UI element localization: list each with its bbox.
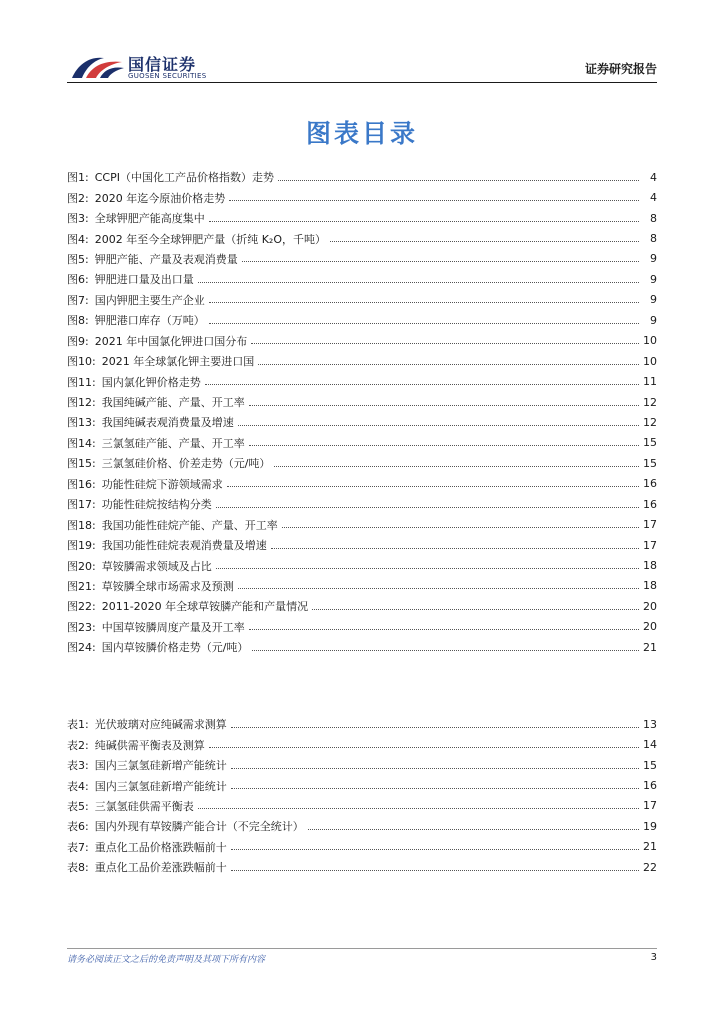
entry-title: 草铵膦需求领域及占比 [101, 559, 212, 573]
table-list [67, 714, 657, 878]
dot-leader [308, 829, 639, 830]
entry-label: 表1: [67, 718, 89, 732]
entry-title: 国内钾肥主要生产企业 [94, 293, 205, 307]
entry-label: 图14: [67, 436, 96, 450]
dot-leader [249, 405, 639, 406]
entry-label: 图18: [67, 518, 96, 532]
entry-title: 钾肥产能、产量及表观消费量 [94, 252, 238, 266]
entry-label: 图22: [67, 600, 96, 614]
dot-leader [282, 527, 639, 528]
entry-title: CCPI（中国化工产品价格指数）走势 [94, 171, 274, 185]
dot-leader [258, 364, 639, 365]
figure-list [67, 167, 657, 658]
entry-title: 国内三氯氢硅新增产能统计 [94, 759, 227, 773]
figure-entry[interactable] [67, 494, 657, 514]
entry-title: 功能性硅烷下游领域需求 [101, 477, 223, 491]
figure-entry[interactable] [67, 167, 657, 187]
entry-title: 重点化工品价差涨跌幅前十 [94, 861, 227, 875]
entry-label: 图7: [67, 293, 89, 307]
dot-leader [205, 384, 639, 385]
guosen-logo [70, 50, 220, 86]
figure-entry[interactable] [67, 514, 657, 534]
report-type-label: 证券研究报告 [584, 62, 657, 76]
dot-leader [252, 650, 639, 651]
entry-label: 图17: [67, 498, 96, 512]
page-header [0, 0, 724, 90]
entry-label: 图23: [67, 620, 96, 634]
entry-title: 三氯氢硅供需平衡表 [94, 799, 194, 813]
dot-leader [231, 788, 639, 789]
entry-page: 14 [643, 738, 657, 752]
entry-page: 18 [643, 579, 657, 593]
dot-leader [330, 241, 639, 242]
entry-label: 表7: [67, 840, 89, 854]
dot-leader [209, 221, 639, 222]
entry-page: 21 [643, 640, 657, 654]
figure-entry[interactable] [67, 392, 657, 412]
dot-leader [209, 747, 639, 748]
table-entry[interactable] [67, 796, 657, 816]
figure-entry[interactable] [67, 269, 657, 289]
entry-title: 功能性硅烷按结构分类 [101, 498, 212, 512]
logo-chinese-name: 国信证券 [128, 55, 197, 74]
dot-leader [209, 302, 639, 303]
dot-leader [216, 568, 639, 569]
entry-label: 图8: [67, 314, 89, 328]
entry-title: 2020 年迄今原油价格走势 [94, 191, 226, 205]
entry-title: 三氯氢硅产能、产量、开工率 [101, 436, 245, 450]
figure-entry[interactable] [67, 371, 657, 391]
figure-entry[interactable] [67, 535, 657, 555]
dot-leader [198, 808, 639, 809]
entry-label: 图11: [67, 375, 96, 389]
entry-page: 9 [650, 313, 657, 327]
figure-entry[interactable] [67, 249, 657, 269]
entry-title: 国内外现有草铵膦产能合计（不完全统计） [94, 820, 304, 834]
figure-entry[interactable] [67, 453, 657, 473]
entry-page: 17 [643, 538, 657, 552]
entry-title: 国内草铵膦价格走势（元/吨） [101, 641, 249, 655]
entry-page: 4 [650, 170, 657, 184]
entry-page: 21 [643, 840, 657, 854]
entry-title: 钾肥进口量及出口量 [94, 273, 194, 287]
entry-title: 国内氯化钾价格走势 [101, 375, 201, 389]
dot-leader [209, 323, 639, 324]
dot-leader [274, 466, 639, 467]
dot-leader [249, 629, 639, 630]
entry-title: 2011-2020 年全球草铵膦产能和产量情况 [101, 600, 309, 614]
entry-label: 表4: [67, 779, 89, 793]
entry-title: 我国纯碱表观消费量及增速 [101, 416, 234, 430]
entry-page: 11 [643, 375, 657, 389]
page-number: 3 [650, 952, 657, 963]
table-entry[interactable] [67, 734, 657, 754]
entry-page: 20 [643, 599, 657, 613]
logo-english-name: GUOSEN SECURITIES [128, 72, 207, 80]
entry-page: 20 [643, 620, 657, 634]
entry-label: 图19: [67, 539, 96, 553]
figure-entry[interactable] [67, 290, 657, 310]
entry-title: 国内三氯氢硅新增产能统计 [94, 779, 227, 793]
entry-label: 图6: [67, 273, 89, 287]
figure-entry[interactable] [67, 555, 657, 575]
entry-page: 15 [643, 436, 657, 450]
entry-page: 15 [643, 456, 657, 470]
figure-entry[interactable] [67, 208, 657, 228]
entry-page: 12 [643, 415, 657, 429]
table-entry[interactable] [67, 755, 657, 775]
entry-page: 9 [650, 272, 657, 286]
figure-entry[interactable] [67, 228, 657, 248]
dot-leader [312, 609, 639, 610]
entry-page: 17 [643, 799, 657, 813]
figure-entry[interactable] [67, 617, 657, 637]
page-title: 图表目录 [305, 119, 418, 148]
dot-leader [278, 180, 639, 181]
entry-label: 图4: [67, 232, 89, 246]
entry-label: 图15: [67, 457, 96, 471]
entry-label: 表8: [67, 861, 89, 875]
table-entry[interactable] [67, 837, 657, 857]
dot-leader [231, 768, 639, 769]
entry-title: 我国纯碱产能、产量、开工率 [101, 396, 245, 410]
dot-leader [231, 727, 639, 728]
figure-entry[interactable] [67, 576, 657, 596]
figure-entry[interactable] [67, 433, 657, 453]
table-entry[interactable] [67, 714, 657, 734]
entry-page: 9 [650, 252, 657, 266]
entry-label: 表3: [67, 759, 89, 773]
entry-label: 图3: [67, 212, 89, 226]
footer-disclaimer: 请务必阅读正文之后的免责声明及其项下所有内容 [67, 955, 266, 965]
entry-page: 4 [650, 191, 657, 205]
figure-entry[interactable] [67, 637, 657, 657]
dot-leader [216, 507, 639, 508]
entry-label: 图2: [67, 191, 89, 205]
table-entry[interactable] [67, 816, 657, 836]
entry-label: 表5: [67, 799, 89, 813]
entry-page: 17 [643, 518, 657, 532]
entry-label: 表6: [67, 820, 89, 834]
table-entry[interactable] [67, 857, 657, 877]
dot-leader [238, 588, 639, 589]
dot-leader [231, 870, 639, 871]
entry-title: 2021 年全球氯化钾主要进口国 [101, 355, 255, 369]
entry-page: 15 [643, 758, 657, 772]
entry-label: 图20: [67, 559, 96, 573]
entry-label: 图16: [67, 477, 96, 491]
entry-label: 图5: [67, 252, 89, 266]
entry-page: 10 [643, 354, 657, 368]
entry-title: 全球钾肥产能高度集中 [94, 212, 205, 226]
entry-page: 10 [643, 334, 657, 348]
entry-label: 图1: [67, 171, 89, 185]
entry-label: 图9: [67, 334, 89, 348]
figure-entry[interactable] [67, 412, 657, 432]
entry-title: 中国草铵膦周度产量及开工率 [101, 620, 245, 634]
entry-title: 2021 年中国氯化钾进口国分布 [94, 334, 248, 348]
figure-entry[interactable] [67, 596, 657, 616]
header-divider [67, 82, 657, 83]
entry-title: 三氯氢硅价格、价差走势（元/吨） [101, 457, 271, 471]
guosen-logo-icon [70, 50, 126, 82]
entry-title: 草铵膦全球市场需求及预测 [101, 579, 234, 593]
entry-page: 22 [643, 860, 657, 874]
dot-leader [227, 486, 639, 487]
entry-label: 图12: [67, 396, 96, 410]
entry-label: 图21: [67, 579, 96, 593]
dot-leader [231, 849, 639, 850]
figure-entry[interactable] [67, 331, 657, 351]
entry-page: 13 [643, 717, 657, 731]
entry-title: 光伏玻璃对应纯碱需求测算 [94, 718, 227, 732]
dot-leader [251, 343, 639, 344]
entry-page: 16 [643, 779, 657, 793]
dot-leader [271, 548, 639, 549]
entry-page: 18 [643, 559, 657, 573]
figure-entry[interactable] [67, 351, 657, 371]
entry-label: 图13: [67, 416, 96, 430]
figure-entry[interactable] [67, 310, 657, 330]
entry-title: 2002 年至今全球钾肥产量（折纯 K₂O，千吨） [94, 232, 326, 246]
figure-entry[interactable] [67, 187, 657, 207]
entry-label: 图10: [67, 355, 96, 369]
entry-page: 9 [650, 293, 657, 307]
entry-page: 16 [643, 477, 657, 491]
entry-title: 重点化工品价格涨跌幅前十 [94, 840, 227, 854]
entry-page: 8 [650, 211, 657, 225]
dot-leader [198, 282, 639, 283]
dot-leader [229, 200, 639, 201]
entry-page: 8 [650, 232, 657, 246]
footer-divider [67, 948, 657, 949]
figure-entry[interactable] [67, 474, 657, 494]
dot-leader [249, 445, 639, 446]
entry-title: 我国功能性硅烷表观消费量及增速 [101, 539, 267, 553]
table-entry[interactable] [67, 775, 657, 795]
entry-label: 图24: [67, 641, 96, 655]
dot-leader [238, 425, 639, 426]
entry-title: 我国功能性硅烷产能、产量、开工率 [101, 518, 278, 532]
entry-title: 纯碱供需平衡表及测算 [94, 738, 205, 752]
entry-label: 表2: [67, 738, 89, 752]
entry-title: 钾肥港口库存（万吨） [94, 314, 205, 328]
entry-page: 16 [643, 497, 657, 511]
entry-page: 19 [643, 819, 657, 833]
dot-leader [242, 261, 639, 262]
entry-page: 12 [643, 395, 657, 409]
